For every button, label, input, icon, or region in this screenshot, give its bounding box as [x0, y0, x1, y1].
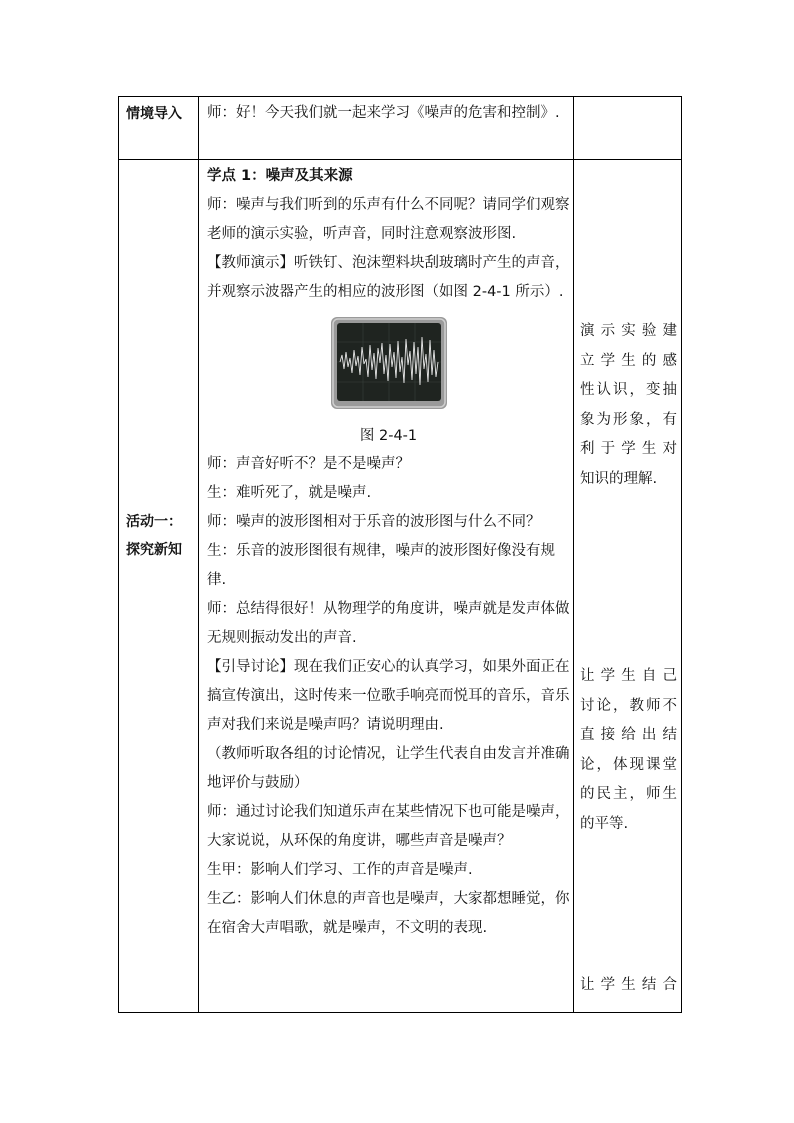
note-line: 讨论，教师不 — [580, 697, 677, 714]
note-cell — [574, 97, 682, 160]
section-heading: 学点 1：噪声及其来源 — [207, 168, 353, 184]
note-cell — [574, 160, 682, 1013]
note-line: 性认识，变抽 — [580, 382, 677, 398]
paragraph: 师：通过讨论我们知道乐声在某些情况下也可能是噪声，大家说说，从环保的角度讲，哪些声音是噪声？ — [207, 804, 570, 849]
note-line: 的民主，师生 — [580, 786, 677, 802]
paragraph: 师：总结得很好！从物理学的角度讲，噪声就是发声体做无规则振动发出的声音. — [207, 601, 570, 646]
paragraph: 生乙：影响人们休息的声音也是噪声，大家都想睡觉，你在宿舍大声唱歌，就是噪声，不文明的表现. — [207, 891, 570, 936]
note-line: 让学生结合 — [580, 977, 677, 993]
stage-label: 活动一： — [126, 514, 182, 530]
table-row-activity-one — [119, 160, 682, 1013]
note-line: 象为形象，有 — [580, 411, 677, 428]
paragraph: 生：乐音的波形图很有规律，噪声的波形图好像没有规律. — [207, 543, 555, 588]
oscilloscope-waveform-image — [331, 317, 447, 409]
lesson-plan-table — [118, 96, 682, 1013]
teaching-note — [574, 317, 681, 494]
note-line: 知识的理解. — [580, 470, 658, 487]
note-line: 立学生的感 — [580, 352, 677, 369]
note-line: 让学生自己 — [580, 668, 677, 684]
teaching-note — [574, 662, 681, 839]
stage-label: 情境导入 — [126, 106, 182, 122]
paragraph: 师：噪声与我们听到的乐声有什么不同呢？请同学们观察老师的演示实验，听声音，同时注意观察波形图. — [207, 197, 570, 242]
note-line: 论，体现课堂 — [580, 756, 677, 773]
note-line: 演示实验建 — [580, 323, 677, 339]
stage-label: 探究新知 — [126, 542, 182, 558]
figure — [207, 307, 570, 450]
stage-cell — [119, 97, 199, 160]
paragraph: 【引导讨论】现在我们正安心的认真学习，如果外面正在搞宣传演出，这时传来一位歌手响亮而悦耳的音乐，音乐声对我们来说是噪声吗？请说明理由. — [207, 659, 570, 733]
paragraph: （教师听取各组的讨论情况，让学生代表自由发言并准确地评价与鼓励） — [207, 746, 570, 791]
table-row-scene-intro — [119, 97, 682, 160]
teaching-note — [574, 971, 681, 1001]
paragraph: 师：好！今天我们就一起来学习《噪声的危害和控制》. — [207, 105, 560, 121]
figure-caption: 图 2-4-1 — [359, 428, 418, 444]
note-line: 利于学生对 — [580, 441, 677, 457]
paragraph: 生：难听死了，就是噪声. — [207, 485, 372, 501]
note-line: 的平等. — [580, 815, 629, 832]
stage-cell — [119, 160, 199, 1013]
paragraph: 师：噪声的波形图相对于乐音的波形图与什么不同？ — [207, 514, 541, 530]
paragraph: 【教师演示】听铁钉、泡沫塑料块刮玻璃时产生的声音，并观察示波器产生的相应的波形图（如图 2-4-1 所示）. — [207, 255, 570, 300]
note-line: 直接给出结 — [580, 727, 677, 743]
content-cell — [199, 97, 574, 160]
paragraph: 生甲：影响人们学习、工作的声音是噪声. — [207, 862, 473, 878]
paragraph: 师：声音好听不？是不是噪声？ — [207, 456, 410, 472]
content-cell — [199, 160, 574, 1013]
